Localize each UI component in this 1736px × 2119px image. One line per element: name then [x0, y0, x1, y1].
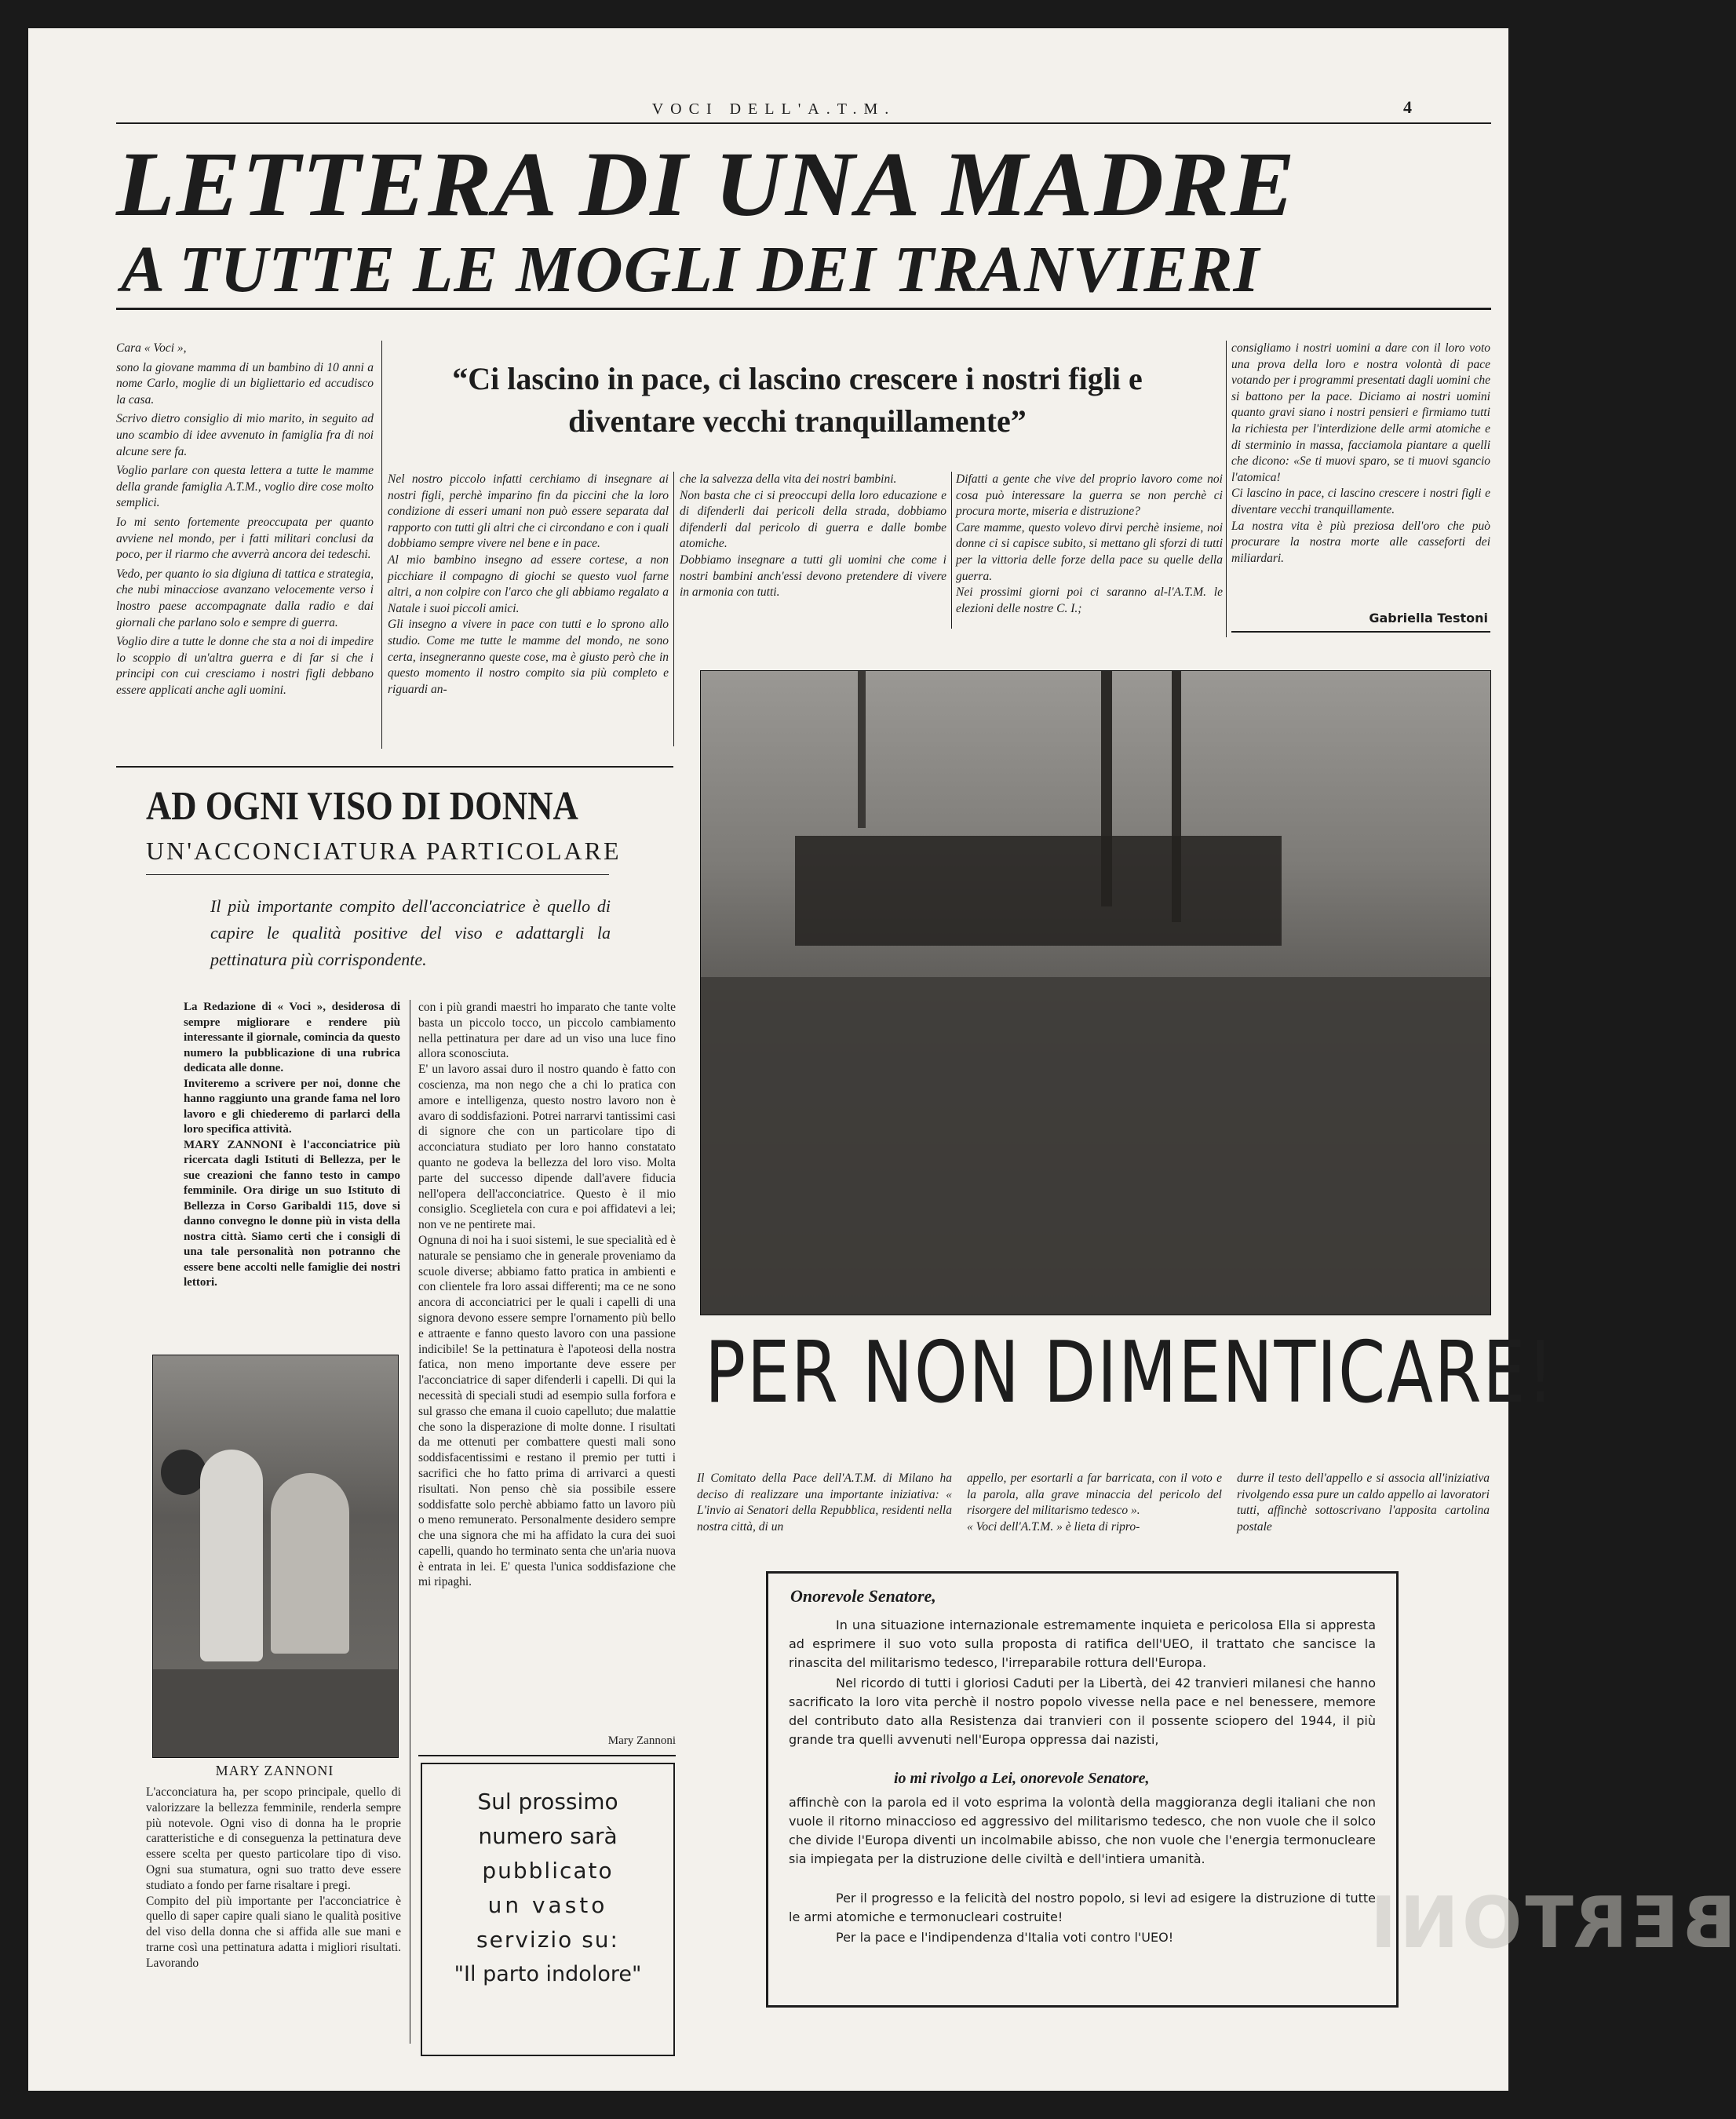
masthead-rule: [116, 122, 1491, 124]
letter-paragraph: Vedo, per quanto io sia digiuna di tattica e strategia, che nubi minacciose avanzano velocemente verso i lnostro paese accompagnate dalla radio e dai giornali che parlano solo e sempre di guerra.: [116, 567, 374, 629]
promo-line: "Il parto indolore": [454, 1962, 642, 1986]
photo-figure: [271, 1473, 349, 1654]
running-title: VOCI DELL'A.T.M.: [651, 100, 896, 118]
letter-column-4: Difatti a gente che vive del proprio lavoro come noi cosa può interessare la guerra se non perchè ci procura morte, miseria e distruzione? Care mamme, questo volevo dirvi perchè insieme, noi donne ci si capisce subito, si mettano gli sforzi di tutti per la vittoria delle forze della pace su quelle della guerra. Nei prossimi giorni poi ci saranno al-l'A.T.M. le elezioni delle nostre C. I.;: [956, 472, 1223, 615]
signature-rule: [1231, 631, 1490, 633]
next-issue-box: [421, 1763, 675, 2056]
column-divider: [951, 472, 952, 629]
letter-column-2: Nel nostro piccolo infatti cerchiamo di insegnare ai nostri figli, perchè imparino fin da piccini che la loro condizione di esseri umani non può essere separata dal rapporto con tutti gli altri che ci circondano e con i quali dobbiamo sempre vivere nel bene e in pace. Al mio bambino insegno ad essere cortese, a non picchiare il compagno di giochi se questo vuol farne altri, a non colpire con l'arco che gli abbiamo regalato a Natale i suoi piccoli amici. Gli insegno a vivere in pace con tutti e lo sprono allo studio. Come me tutte le mamme del mondo, ne sono certa, insegneranno queste cose, ma è giusto però che in questo momento il nostro compito sia più completo e riguardi an-: [388, 472, 669, 696]
photo-group: [701, 977, 1490, 1315]
headline-rule: [116, 308, 1491, 310]
letter-paragraph: Voglio dire a tutte le donne che sta a noi di impedire lo scoppio di un'altra guerra e di far si che i principi con cui cresciamo i nostri figli debbano essere applicati anche agli uomini.: [116, 635, 374, 697]
letter-paragraph: Voglio parlare con questa lettera a tutte le mamme della grande famiglia A.T.M., voglio dire cose molto semplici.: [116, 464, 374, 510]
photo-caption: MARY ZANNONI: [215, 1763, 334, 1778]
promo-line: un vasto: [487, 1892, 608, 1918]
appeal-paragraph-2: Nel ricordo di tutti i gloriosi Caduti per la Libertà, dei 42 tranvieri milanesi che hanno sacrificato la loro vita perchè il nostro popolo vivesse nella pace e nel benessere, memore del contributo dato alla Resistenza dai tranvieri con il possente sciopero del 1944, il più grande tra quelli avvenuti nell'Europa oppressa dai nazisti,: [789, 1676, 1376, 1747]
photo-post: [858, 671, 866, 828]
page-number: 4: [1403, 97, 1412, 117]
memorial-title: PER NON DIMENTICARE!: [705, 1324, 1555, 1422]
appeal-paragraph-4: Per il progresso e la felicità del nostro popolo, si levi ad esigere la distruzione di tutte le armi atomiche e termonucleari costruite!: [789, 1891, 1376, 1924]
column-divider: [381, 341, 382, 749]
letter-column-5: consigliamo i nostri uomini a dare con il loro voto una prova della loro e nostra volontà di pace votando per i programmi presentati dagli uomini che si battono per la pace. Diciamo ai nostri uomini quanto gravi siano i nostri pensieri e firmiamo tutti la richiesta per l'interdizione delle armi atomiche e di sterminio in massa, facciamola piantare a quelli che dicono: «Se ti muovi sparo, se ti muovi sgancio l'atomica! Ci lascino in pace, ci lascino crescere i nostri figli e diventare vecchi tranquillamente. La nostra vita è più preziosa dell'oro che può procurare la nostra morte alle casseforti dei miliardari.: [1231, 341, 1490, 565]
promo-line: pubblicato: [482, 1858, 614, 1884]
subtitle-rule: [146, 874, 609, 875]
appeal-address: io mi rivolgo a Lei, onorevole Senatore,: [894, 1770, 1150, 1787]
column-divider: [673, 472, 674, 746]
section-rule: [418, 1755, 676, 1756]
photo-floor: [153, 1669, 398, 1757]
beauty-subtitle: UN'ACCONCIATURA PARTICOLARE: [146, 837, 622, 865]
promo-line: numero sarà: [478, 1823, 618, 1849]
bleedthrough-watermark: BERTONI: [1367, 1882, 1736, 1964]
memorial-photo: [700, 670, 1491, 1315]
letter-paragraph: sono la giovane mamma di un bambino di 10 anni a nome Carlo, moglie di un bigliettario ed accudisco la casa.: [116, 360, 374, 407]
letter-salutation: Onorevole Senatore,: [790, 1586, 936, 1606]
appeal-paragraph-3: affinchè con la parola ed il voto esprima la volontà della maggioranza degli italiani che non vuole il ritorno minaccioso ed aggressivo del militarismo tedesco, che non vuole che il solco che divide l'Europa diventi un incolmabile abisso, che non vuole che l'energia termonucleare sia impiegata per la distruzione delle civiltà e dell'intiera umanità.: [789, 1795, 1376, 1866]
beauty-author: Mary Zannoni: [607, 1734, 676, 1747]
photo-figures: [795, 836, 1282, 946]
column-divider: [1226, 341, 1227, 637]
beauty-title: AD OGNI VISO DI DONNA: [146, 784, 578, 829]
appeal-paragraph-5: Per la pace e l'indipendenza d'Italia voti contro l'UEO!: [836, 1930, 1174, 1945]
newspaper-page: [28, 28, 1736, 2091]
headline-line1: LETTERA DI UNA MADRE: [116, 133, 1297, 235]
beauty-intro: La Redazione di « Voci », desiderosa di sempre migliorare e rendere più interessante il giornale, comincia da questo numero la pubblicazione di una rubrica dedicata alle donne. Inviteremo a scrivere per noi, donne che hanno raggiunto una grande fama nel loro lavoro e gli chiederemo di parlarci della loro specifica attività. MARY ZANNONI è l'acconciatrice più ricercata dagli Istituti di Bellezza, per le sue creazioni che fanno testo in campo femminile. Ora dirige un suo Istituto di Bellezza in Corso Garibaldi 115, dove si danno convegno le donne più in vista della nostra città. Siamo certi che i consigli di una tale personalità non potranno che essere bene accolti nelle famiglie dei nostri lettori.: [184, 1001, 400, 1289]
letter-column-3: che la salvezza della vita dei nostri bambini. Non basta che ci si preoccupi della loro educazione e di difenderli dai pericoli della strada, dobbiamo difenderli dal pericolo di guerra e dalle bombe atomiche. Dobbiamo insegnare a tutti gli uomini che come i nostri bambini anch'essi devono pretendere di vivere in armonia con tutti.: [680, 472, 946, 600]
letter-paragraph: Io mi sento fortemente preoccupata per quanto avviene nel mondo, per i fatti militari conclusi da poco, per il riarmo che avverrà ancora dei tedeschi.: [116, 515, 374, 562]
promo-line: Sul prossimo: [477, 1789, 618, 1814]
letter-paragraph: Cara « Voci »,: [116, 341, 187, 355]
pull-quote: “Ci lascino in pace, ci lascino crescere i nostri figli e diventare vecchi tranquillamente”: [452, 361, 1143, 439]
headline-line2: A TUTTE LE MOGLI DEI TRANVIERI: [121, 233, 1260, 306]
beauty-column-left: L'acconciatura ha, per scopo principale, quello di valorizzare la bellezza femminile, renderla sempre più notevole. Ogni viso di donna ha le proprie caratteristiche e di conseguenza la pettinatura deve essere scelta per questo particolare tipo di viso. Ogni sua stumatura, ogni suo tratto deve essere studiato a fondo per farne risaltare i pregi. Compito del più importante per l'acconciatrice è quello di saper capire quali siano le qualità positive del viso della donna che si affida alle sue mani e trarne così una pettinatura adatta i migliori risultati. Lavorando: [146, 1785, 401, 1970]
letter-signature: Gabriella Testoni: [1369, 611, 1488, 625]
appeal-letter: [766, 1571, 1399, 2008]
memorial-intro-c: durre il testo dell'appello e si associa all'iniziativa rivolgendo essa pure un caldo appello ai lavoratori tutti, affinchè sottoscrivano l'apposita cartolina postale: [1237, 1472, 1490, 1534]
letter-paragraph: Scrivo dietro consiglio di mio marito, in seguito ad uno scambio di idee avvenuto in famiglia fra di noi alcune sere fa.: [116, 412, 374, 458]
hairdresser-photo: [152, 1355, 399, 1758]
promo-line: servizio su:: [476, 1927, 619, 1953]
memorial-intro-a: Il Comitato della Pace dell'A.T.M. di Milano ha deciso di realizzare una importante iniziativa: « L'invio ai Senatori della Repubblica, residenti nella nostra città, di un: [697, 1472, 952, 1534]
beauty-deck: Il più importante compito dell'acconciatrice è quello di capire le qualità positive del viso e adattargli la pettinatura più corrispondente.: [210, 896, 611, 969]
beauty-column-right: con i più grandi maestri ho imparato che tante volte basta un piccolo tocco, un piccolo cambiamento nella pettinatura per dare ad un viso una luce fino allora sconosciuta. E' un lavoro assai duro il nostro quando è fatto con coscienza, ma non nego che a chi lo pratica con amore e intelligenza, questo nostro lavoro non è avaro di soddisfazioni. Potrei narrarvi tantissimi casi di signore che con un particolare tipo di acconciatura studiato per loro hanno constatato quanto ne godeva la bellezza del loro viso. Molta parte del successo dipende dall'avere fiducia nell'opera dell'acconciatrice. Questo è il mio consiglio. Sceglietela con cura e poi affidatevi a lei; non ve ne pentirete mai. Ognuna di noi ha i suoi sistemi, le sue specialità ed è naturale se pensiamo che in generale proveniamo da scuole diverse; abbiamo fatto pratica in ambienti e con clientele fra loro assai differenti; ma ce ne sono ancora di acconciatrici per le quali i capelli di una signora devono essere sempre l'ornamento più bello e attraente e fanno questo lavoro con una passione indicibile! Se la pettinatura è l'apoteosi della nostra fatica, non meno importante deve essere per l'acconciatrice di saper difenderli i capelli. Di qui la necessità di speciali studi ad esempio sulla forfora e sul grasso che emana il cuoio capelluto; due malattie che sono la disperazione di molte donne. I risultati da me ottenuti per combattere questi mali sono soddisfacentissimi e restano il premio per tutti i sacrifici che ho fatto prima di arrivarci a questi risultati. Non penso chè sia possibile essere soddisfatte solo perchè abbiamo fatto un lavoro più o meno remunerato. Personalmente desidero sempre che una signora che mi ha affidato la cura dei suoi capelli, quando ho terminato senta che un'aria nuova è entrata in lei. E' questa l'unica soddisfazione che mi ripaghi.: [418, 1001, 677, 1589]
memorial-intro-b: appello, per esortarli a far barricata, con il voto e la parola, alla grave minaccia del pericolo del risorgere del militarismo tedesco ». « Voci dell'A.T.M. » è lieta di ripro-: [967, 1472, 1222, 1534]
section-rule: [116, 766, 673, 768]
letter-column-1: [116, 341, 374, 749]
photo-figure: [200, 1450, 263, 1661]
promo-text: [422, 1785, 673, 1992]
appeal-paragraph-1: In una situazione internazionale estremamente inquieta e pericolosa Ella si appresta ad esprimere il suo voto sulla proposta di ratifica dell'UEO, il trattato che sancisce la rinascita del militarismo tedesco, l'irreparabile rottura dell'Europa.: [789, 1618, 1376, 1670]
